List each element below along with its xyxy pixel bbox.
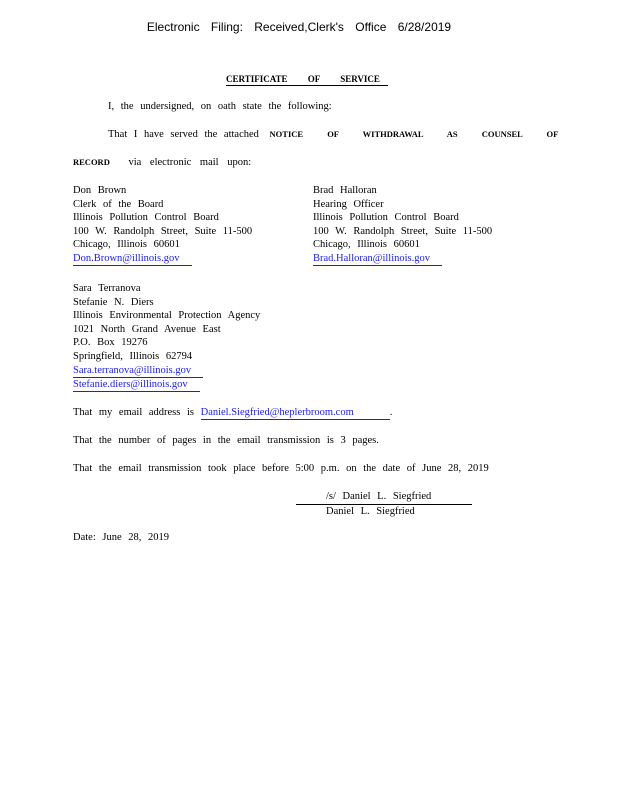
oath-line: I, the undersigned, on oath state the following: — [108, 101, 332, 112]
document-name-part2: RECORD — [73, 157, 110, 167]
filing-stamp: Electronic Filing: Received,Clerk's Office 6/28/2019 — [146, 20, 452, 34]
recipient-org: Illinois Pollution Control Board — [73, 212, 219, 224]
recipient-address: 100 W. Randolph Street, Suite 11-500 — [73, 225, 253, 237]
recipient-address: 1021 North Grand Avenue East — [73, 323, 221, 335]
certificate-title: CERTIFICATE OF SERVICE — [226, 74, 388, 86]
email-statement-prefix: That my email address is — [73, 407, 194, 418]
recipient-city: Springfield, Illinois 62794 — [73, 350, 193, 362]
recipient-org: Illinois Pollution Control Board — [313, 212, 459, 224]
recipient-email-link[interactable]: Sara.terranova@illinois.gov — [73, 365, 203, 378]
pages-statement: That the number of pages in the email transmission is 3 pages. — [73, 435, 379, 446]
signature-name: Daniel L. Siegfried — [326, 505, 415, 517]
recipient-name: Brad Halloran — [313, 185, 377, 196]
served-suffix: via electronic mail upon: — [128, 157, 252, 168]
recipient-org: Illinois Environmental Protection Agency — [73, 310, 261, 322]
recipient-email-link[interactable]: Brad.Halloran@illinois.gov — [313, 253, 442, 266]
email-statement — [73, 407, 392, 420]
recipient-name: Stefanie N. Diers — [73, 296, 154, 308]
served-line — [108, 129, 558, 140]
recipient-email-link[interactable]: Stefanie.diers@illinois.gov — [73, 379, 200, 392]
recipient-left — [73, 184, 252, 266]
recipient-address: P.O. Box 19276 — [73, 337, 148, 349]
served-line-continued — [73, 157, 251, 168]
time-statement: That the email transmission took place before 5:00 p.m. on the date of June 28, 2019 — [73, 463, 489, 474]
recipient-address: 100 W. Randolph Street, Suite 11-500 — [313, 225, 493, 237]
sender-email-link[interactable]: Daniel.Siegfried@heplerbroom.com — [201, 407, 390, 420]
email-statement-suffix: . — [389, 407, 393, 418]
recipient-title: Clerk of the Board — [73, 198, 164, 210]
document-name-part1: NOTICE OF WITHDRAWAL AS COUNSEL OF — [269, 129, 559, 139]
recipient-title: Hearing Officer — [313, 198, 384, 210]
recipient-name: Don Brown — [73, 185, 127, 196]
date-line: Date: June 28, 2019 — [73, 532, 169, 543]
recipient-name: Sara Terranova — [73, 283, 141, 294]
recipient-city: Chicago, Illinois 60601 — [313, 239, 420, 251]
recipient-right — [313, 184, 492, 266]
served-prefix: That I have served the attached — [108, 129, 259, 140]
signature-block — [296, 490, 472, 518]
signature-line: /s/ Daniel L. Siegfried — [296, 490, 472, 505]
recipient-city: Chicago, Illinois 60601 — [73, 239, 180, 251]
recipient-third — [73, 282, 260, 392]
recipient-email-link[interactable]: Don.Brown@illinois.gov — [73, 253, 192, 266]
